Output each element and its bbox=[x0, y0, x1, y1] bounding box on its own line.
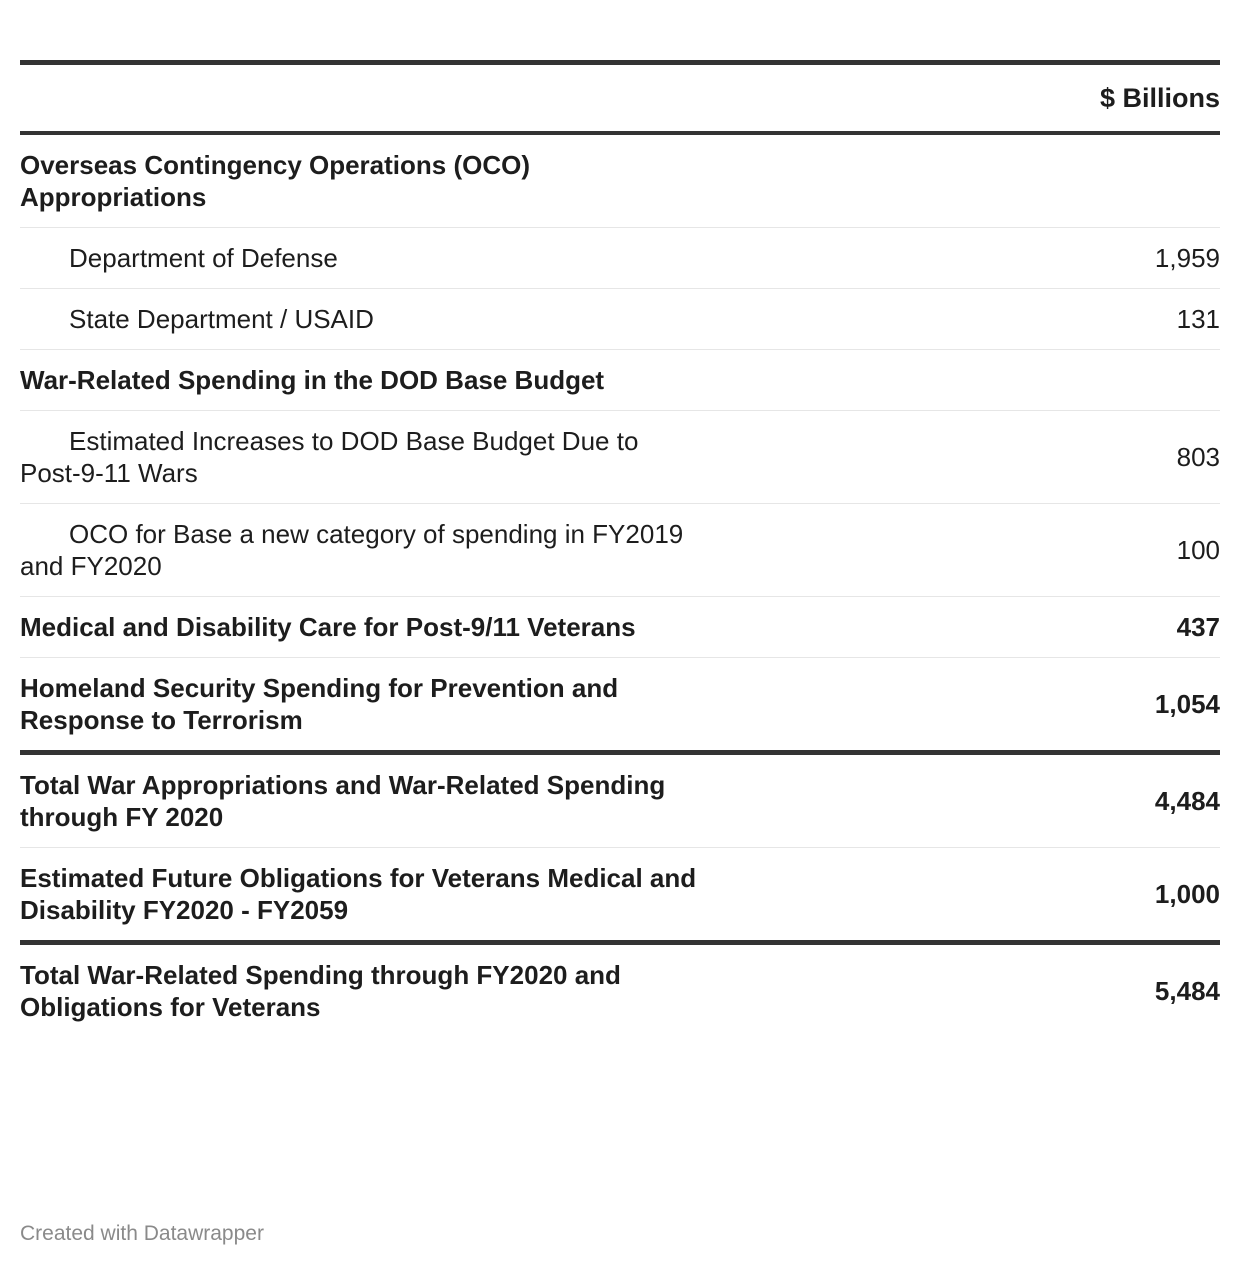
row-label: Homeland Security Spending for Prevention and Response to Terrorism bbox=[20, 658, 700, 753]
row-label: OCO for Base a new category of spending in FY2019 and FY2020 bbox=[20, 504, 700, 597]
datawrapper-credit-link[interactable]: Created with Datawrapper bbox=[20, 1222, 264, 1245]
row-label: Estimated Increases to DOD Base Budget Due to Post-9-11 Wars bbox=[20, 411, 700, 504]
table-row bbox=[20, 658, 1220, 753]
table-header-row bbox=[20, 63, 1220, 134]
table-row bbox=[20, 350, 1220, 411]
row-label: Total War-Related Spending through FY2020 and Obligations for Veterans bbox=[20, 960, 621, 1022]
table-row bbox=[20, 411, 1220, 504]
row-value: 803 bbox=[700, 411, 1220, 504]
table-row bbox=[20, 848, 1220, 943]
row-label: Department of Defense bbox=[20, 228, 700, 289]
table-row bbox=[20, 753, 1220, 848]
row-value: 5,484 bbox=[1154, 976, 1220, 1006]
row-value: 1,959 bbox=[700, 228, 1220, 289]
row-label: State Department / USAID bbox=[20, 289, 700, 350]
row-value: 131 bbox=[700, 289, 1220, 350]
spending-table bbox=[20, 60, 1220, 1037]
row-value: 1,054 bbox=[700, 658, 1220, 753]
row-label: Overseas Contingency Operations (OCO) Appropriations bbox=[20, 133, 700, 228]
table-row bbox=[20, 504, 1220, 597]
row-value: 1,000 bbox=[700, 848, 1220, 943]
table-row bbox=[20, 597, 1220, 658]
row-value: 4,484 bbox=[700, 753, 1220, 848]
row-label: Total War Appropriations and War-Related Spending through FY 2020 bbox=[20, 753, 700, 848]
row-value bbox=[700, 350, 1220, 411]
row-label: Medical and Disability Care for Post-9/11 Veterans bbox=[20, 597, 700, 658]
row-value bbox=[700, 133, 1220, 228]
header-value-column: $ Billions bbox=[1099, 82, 1220, 113]
row-label: Estimated Future Obligations for Veterans Medical and Disability FY2020 - FY2059 bbox=[20, 848, 700, 943]
header-label-column bbox=[20, 63, 700, 134]
table-row bbox=[20, 289, 1220, 350]
table-row bbox=[20, 943, 1220, 1038]
row-value: 437 bbox=[700, 597, 1220, 658]
table-row bbox=[20, 228, 1220, 289]
row-value: 100 bbox=[700, 504, 1220, 597]
spending-table-container bbox=[20, 60, 1220, 1037]
row-label: War-Related Spending in the DOD Base Budget bbox=[20, 350, 700, 411]
table-row bbox=[20, 133, 1220, 228]
